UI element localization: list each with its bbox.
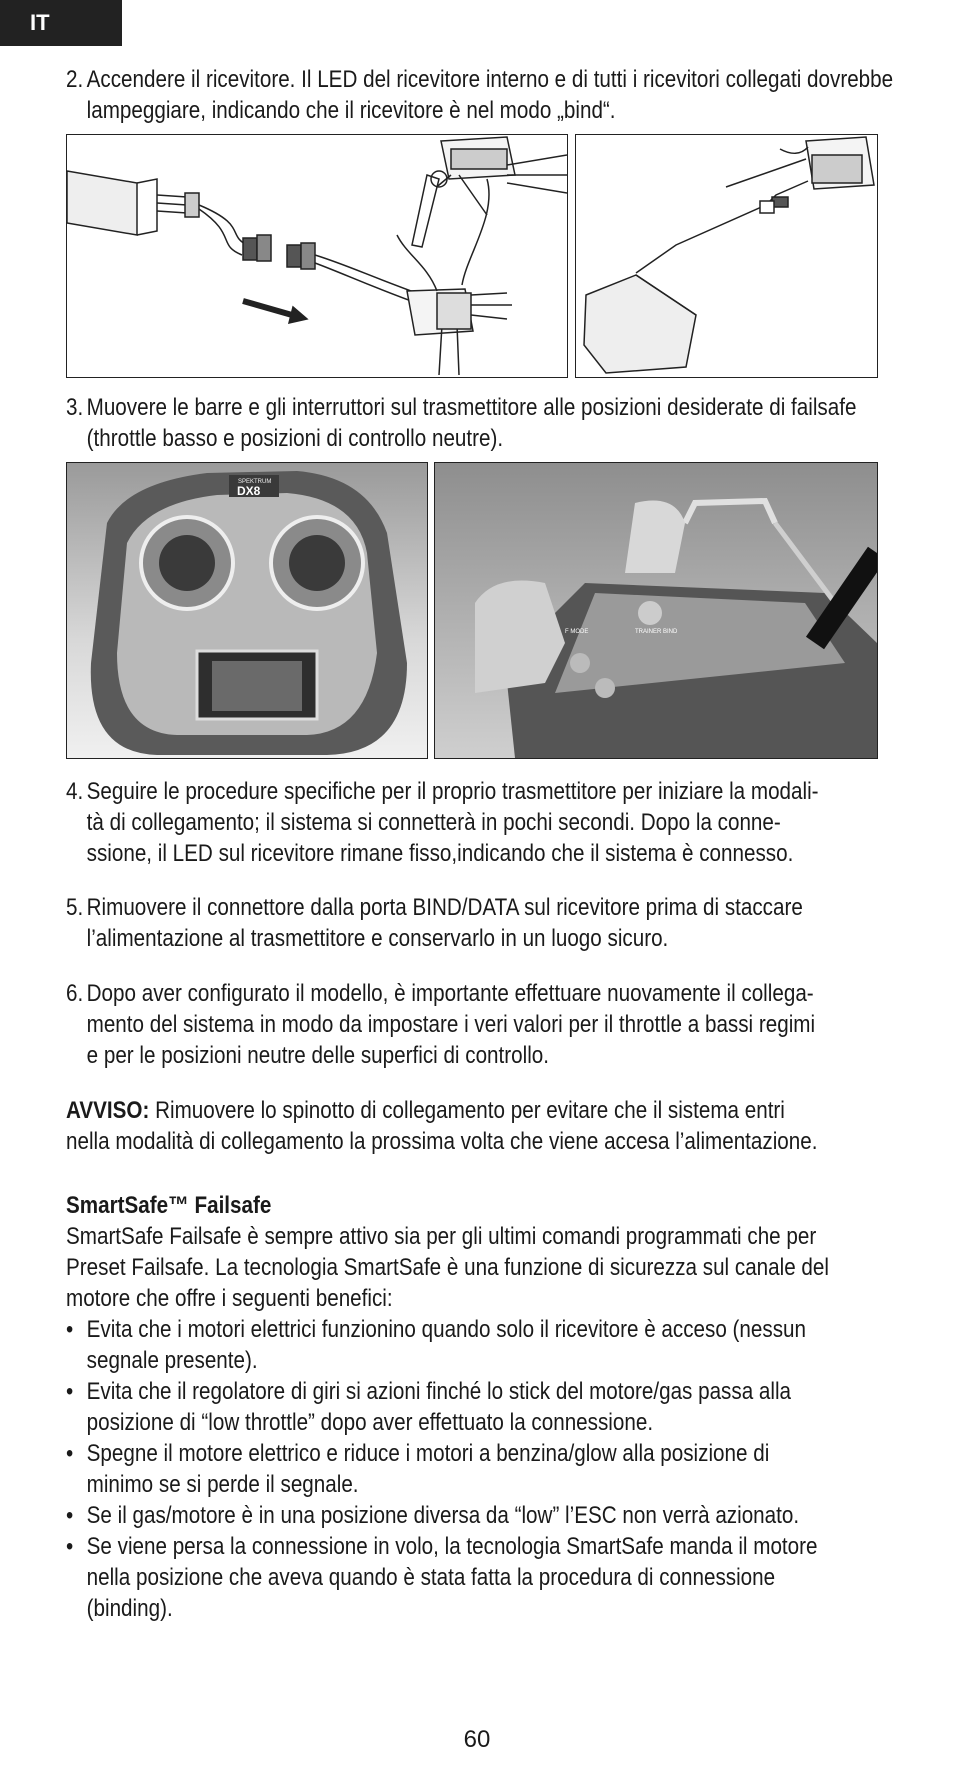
section-line: Preset Failsafe. La tecnologia SmartSafe è una funzione di sicurezza sul canale del	[66, 1254, 829, 1281]
trainer-label: TRAINER BIND	[635, 629, 678, 635]
model-label: DX8	[237, 484, 261, 498]
language-tab: IT	[0, 0, 122, 46]
bullet-dot: •	[66, 1440, 74, 1467]
step-6-line: mento del sistema in modo da impostare i veri valori per il throttle a bassi regimi	[86, 1011, 816, 1038]
step-4-line: tà di collegamento; il sistema si connetterà in pochi secondi. Dopo la conne-	[86, 809, 781, 836]
bullet-line: minimo se si perde il segnale.	[86, 1471, 359, 1498]
notice-text: Rimuovere lo spinotto di collegamento per evitare che il sistema entri	[149, 1097, 785, 1124]
bullet-item	[66, 1500, 897, 1531]
step-number: 3.	[66, 394, 84, 421]
step-text	[66, 892, 897, 954]
section-line: motore che offre i seguenti benefici:	[66, 1285, 393, 1312]
photo-dx8-transmitter	[66, 462, 428, 759]
bullet-line: Se il gas/motore è in una posizione diversa da “low” l’ESC non verrà azionato.	[86, 1502, 800, 1529]
step-6-line: e per le posizioni neutre delle superfici di controllo.	[86, 1042, 550, 1069]
bullet-line: Evita che il regolatore di giri si azioni finché lo stick del motore/gas passa alla	[86, 1378, 792, 1405]
step-3	[66, 392, 897, 454]
step-5-line: Rimuovere il connettore dalla porta BIND/DATA sul ricevitore prima di staccare	[86, 894, 803, 921]
fmode-label: F MODE	[565, 629, 589, 635]
notice	[66, 1095, 897, 1157]
step-2-text: Accendere il ricevitore. Il LED del ricevitore interno e di tutti i ricevitori collegati dovrebbe lampeggiare, indicando che il ricevitore è nel modo „bind“.	[86, 66, 894, 124]
smartsafe-section	[66, 1190, 897, 1314]
step-text	[66, 64, 897, 126]
step-6-line: Dopo aver configurato il modello, è importante effettuare nuovamente il collega-	[86, 980, 814, 1007]
step-number: 4.	[66, 778, 84, 805]
bullet-item	[66, 1314, 897, 1376]
notice-line: nella modalità di collegamento la prossima volta che viene accesa l’alimentazione.	[66, 1128, 818, 1155]
step-text	[66, 978, 897, 1071]
step-5-line: l’alimentazione al trasmettitore e conservarlo in un luogo sicuro.	[86, 925, 669, 952]
step-4-line: ssione, il LED sul ricevitore rimane fisso,indicando che il sistema è connesso.	[86, 840, 794, 867]
bullet-line: segnale presente).	[86, 1347, 258, 1374]
step-2	[66, 64, 897, 126]
step-4	[66, 776, 897, 869]
figure-receiver-battery	[575, 134, 878, 378]
step-number: 2.	[66, 66, 84, 93]
step-text	[66, 776, 897, 869]
bullet-item	[66, 1376, 897, 1438]
wiring-illustration	[67, 135, 567, 377]
bullet-dot: •	[66, 1533, 74, 1560]
bullet-line: posizione di “low throttle” dopo aver effettuato la connessione.	[86, 1409, 654, 1436]
bullet-item	[66, 1531, 897, 1624]
step-4-line: Seguire le procedure specifiche per il proprio trasmettitore per iniziare la modali-	[86, 778, 819, 805]
bullet-dot: •	[66, 1378, 74, 1405]
bullet-line: (binding).	[86, 1595, 173, 1622]
bullet-line: Se viene persa la connessione in volo, la tecnologia SmartSafe manda il motore	[86, 1533, 818, 1560]
step-number: 5.	[66, 894, 84, 921]
transmitter-photo	[67, 463, 427, 758]
brand-label: SPEKTRUM	[238, 479, 272, 485]
step-3-text: Muovere le barre e gli interruttori sul trasmettitore alle posizioni desiderate di failsafe (throttle basso e posizioni di controllo neutre).	[86, 394, 857, 452]
page-number: 60	[463, 1726, 491, 1753]
notice-line	[66, 1095, 897, 1126]
bullet-item	[66, 1438, 897, 1500]
notice-label: AVVISO:	[66, 1097, 150, 1124]
figure-receiver-wiring	[66, 134, 568, 378]
section-heading: SmartSafe™ Failsafe	[66, 1192, 272, 1219]
bullet-line: Evita che i motori elettrici funzionino quando solo il ricevitore è acceso (nessun	[86, 1316, 806, 1343]
bind-photo	[435, 463, 877, 758]
step-text	[66, 392, 897, 454]
step-6	[66, 978, 897, 1071]
photo-bind-button	[434, 462, 878, 759]
step-number: 6.	[66, 980, 84, 1007]
step-5	[66, 892, 897, 954]
bullet-line: Spegne il motore elettrico e riduce i motori a benzina/glow alla posizione di	[86, 1440, 770, 1467]
bullet-line: nella posizione che aveva quando è stata fatta la procedura di connessione	[86, 1564, 776, 1591]
battery-illustration	[576, 135, 877, 377]
bullet-dot: •	[66, 1502, 74, 1529]
section-line: SmartSafe Failsafe è sempre attivo sia per gli ultimi comandi programmati che per	[66, 1223, 817, 1250]
bullet-dot: •	[66, 1316, 74, 1343]
